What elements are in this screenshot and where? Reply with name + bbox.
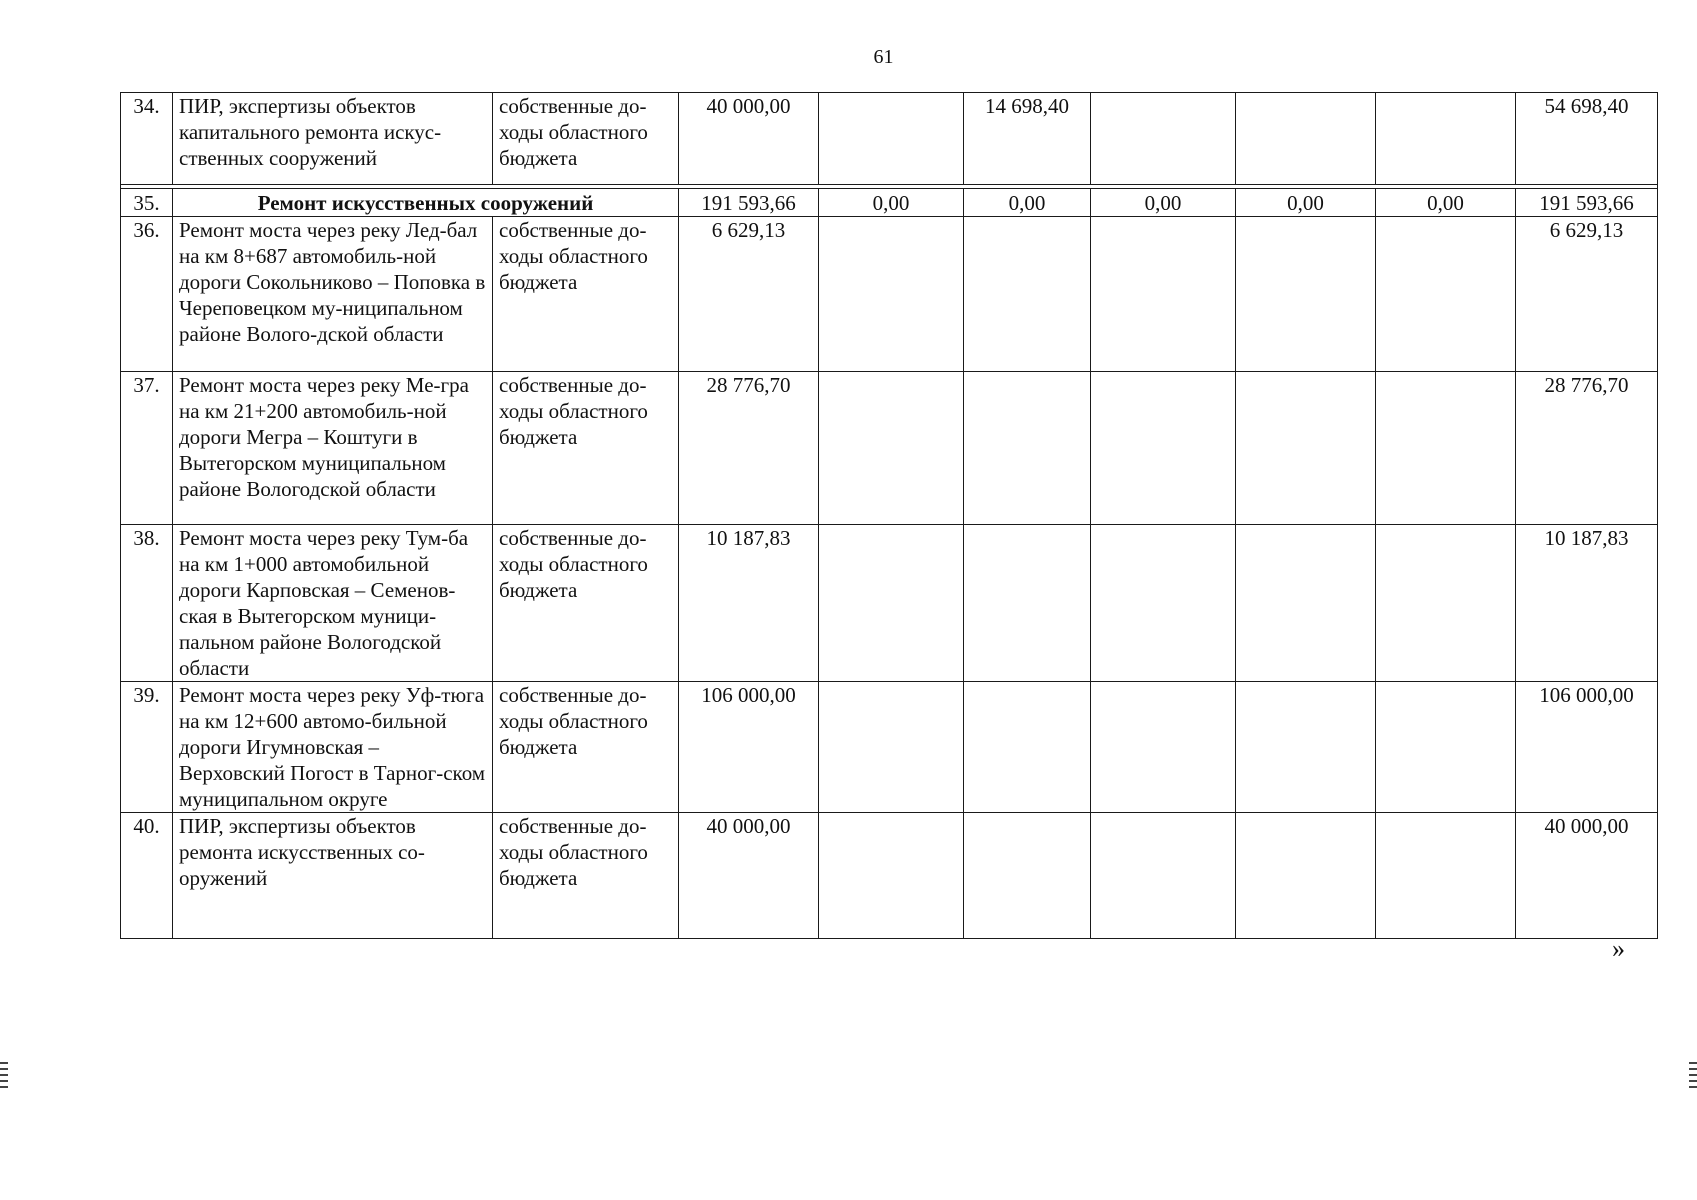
value-cell: 0,00: [819, 189, 964, 217]
row-number: 37.: [121, 372, 173, 525]
value-cell: 0,00: [1236, 189, 1376, 217]
table-row: [121, 372, 1658, 525]
total-cell: 106 000,00: [1516, 682, 1658, 813]
value-cell: [819, 682, 964, 813]
value-cell: [819, 217, 964, 372]
table-row: [121, 525, 1658, 682]
value-cell: [1236, 372, 1376, 525]
left-margin-tick-marks: [0, 1062, 8, 1092]
value-cell: 28 776,70: [679, 372, 819, 525]
table-row: [121, 813, 1658, 939]
value-cell: [819, 525, 964, 682]
value-cell: 0,00: [1376, 189, 1516, 217]
value-cell: [964, 372, 1091, 525]
value-cell: [1236, 682, 1376, 813]
value-cell: [1091, 372, 1236, 525]
page-number: 61: [873, 46, 894, 68]
value-cell: 40 000,00: [679, 813, 819, 939]
funding-source: собственные до-ходы областного бюджета: [493, 93, 679, 185]
row-number: 38.: [121, 525, 173, 682]
value-cell: [1091, 813, 1236, 939]
row-number: 39.: [121, 682, 173, 813]
value-cell: [1376, 682, 1516, 813]
row-number: 34.: [121, 93, 173, 185]
value-cell: 40 000,00: [679, 93, 819, 185]
item-name: ПИР, экспертизы объектов ремонта искусственных со-оружений: [173, 813, 493, 939]
section-total-row: [121, 189, 1658, 217]
budget-table: [120, 92, 1658, 939]
value-cell: 10 187,83: [679, 525, 819, 682]
funding-source: собственные до-ходы областного бюджета: [493, 682, 679, 813]
value-cell: [1376, 93, 1516, 185]
table-row: [121, 217, 1658, 372]
value-cell: [819, 93, 964, 185]
value-cell: [1376, 525, 1516, 682]
value-cell: 0,00: [1091, 189, 1236, 217]
funding-source: собственные до-ходы областного бюджета: [493, 525, 679, 682]
item-name: Ремонт моста через реку Уф-тюга на км 12+600 автомо-бильной дороги Игумновская – Верховский Погост в Тарног-ском муниципальном округе: [173, 682, 493, 813]
value-cell: [1091, 93, 1236, 185]
total-cell: 40 000,00: [1516, 813, 1658, 939]
funding-source: собственные до-ходы областного бюджета: [493, 813, 679, 939]
total-cell: 191 593,66: [1516, 189, 1658, 217]
value-cell: [819, 813, 964, 939]
value-cell: [1236, 217, 1376, 372]
closing-quote-mark: »: [1612, 934, 1625, 963]
value-cell: [1236, 93, 1376, 185]
total-cell: 54 698,40: [1516, 93, 1658, 185]
row-number: 36.: [121, 217, 173, 372]
total-cell: 28 776,70: [1516, 372, 1658, 525]
value-cell: [1091, 525, 1236, 682]
section-title: Ремонт искусственных сооружений: [173, 189, 679, 217]
value-cell: 6 629,13: [679, 217, 819, 372]
value-cell: [819, 372, 964, 525]
table-row: [121, 682, 1658, 813]
value-cell: [964, 682, 1091, 813]
total-cell: 10 187,83: [1516, 525, 1658, 682]
value-cell: [1236, 813, 1376, 939]
value-cell: [1091, 682, 1236, 813]
value-cell: 191 593,66: [679, 189, 819, 217]
row-number: 40.: [121, 813, 173, 939]
item-name: Ремонт моста через реку Лед-бал на км 8+687 автомобиль-ной дороги Сокольниково – Поповка в Череповецком му-ниципальном районе Волого-дской области: [173, 217, 493, 372]
funding-source: собственные до-ходы областного бюджета: [493, 217, 679, 372]
value-cell: 0,00: [964, 189, 1091, 217]
value-cell: [1376, 217, 1516, 372]
item-name: Ремонт моста через реку Ме-гра на км 21+200 автомобиль-ной дороги Мегра – Коштуги в Вытегорском муниципальном районе Вологодской области: [173, 372, 493, 525]
value-cell: [1236, 525, 1376, 682]
row-number: 35.: [121, 189, 173, 217]
item-name: Ремонт моста через реку Тум-ба на км 1+000 автомобильной дороги Карповская – Семенов-ская в Вытегорском муници-пальном районе Вологодской области: [173, 525, 493, 682]
value-cell: [964, 525, 1091, 682]
value-cell: [1091, 217, 1236, 372]
funding-source: собственные до-ходы областного бюджета: [493, 372, 679, 525]
value-cell: [1376, 813, 1516, 939]
total-cell: 6 629,13: [1516, 217, 1658, 372]
value-cell: [964, 813, 1091, 939]
value-cell: 106 000,00: [679, 682, 819, 813]
item-name: ПИР, экспертизы объектов капитального ремонта искус-ственных сооружений: [173, 93, 493, 185]
table-row: [121, 93, 1658, 185]
right-margin-tick-marks: [1689, 1062, 1697, 1092]
value-cell: 14 698,40: [964, 93, 1091, 185]
value-cell: [1376, 372, 1516, 525]
value-cell: [964, 217, 1091, 372]
